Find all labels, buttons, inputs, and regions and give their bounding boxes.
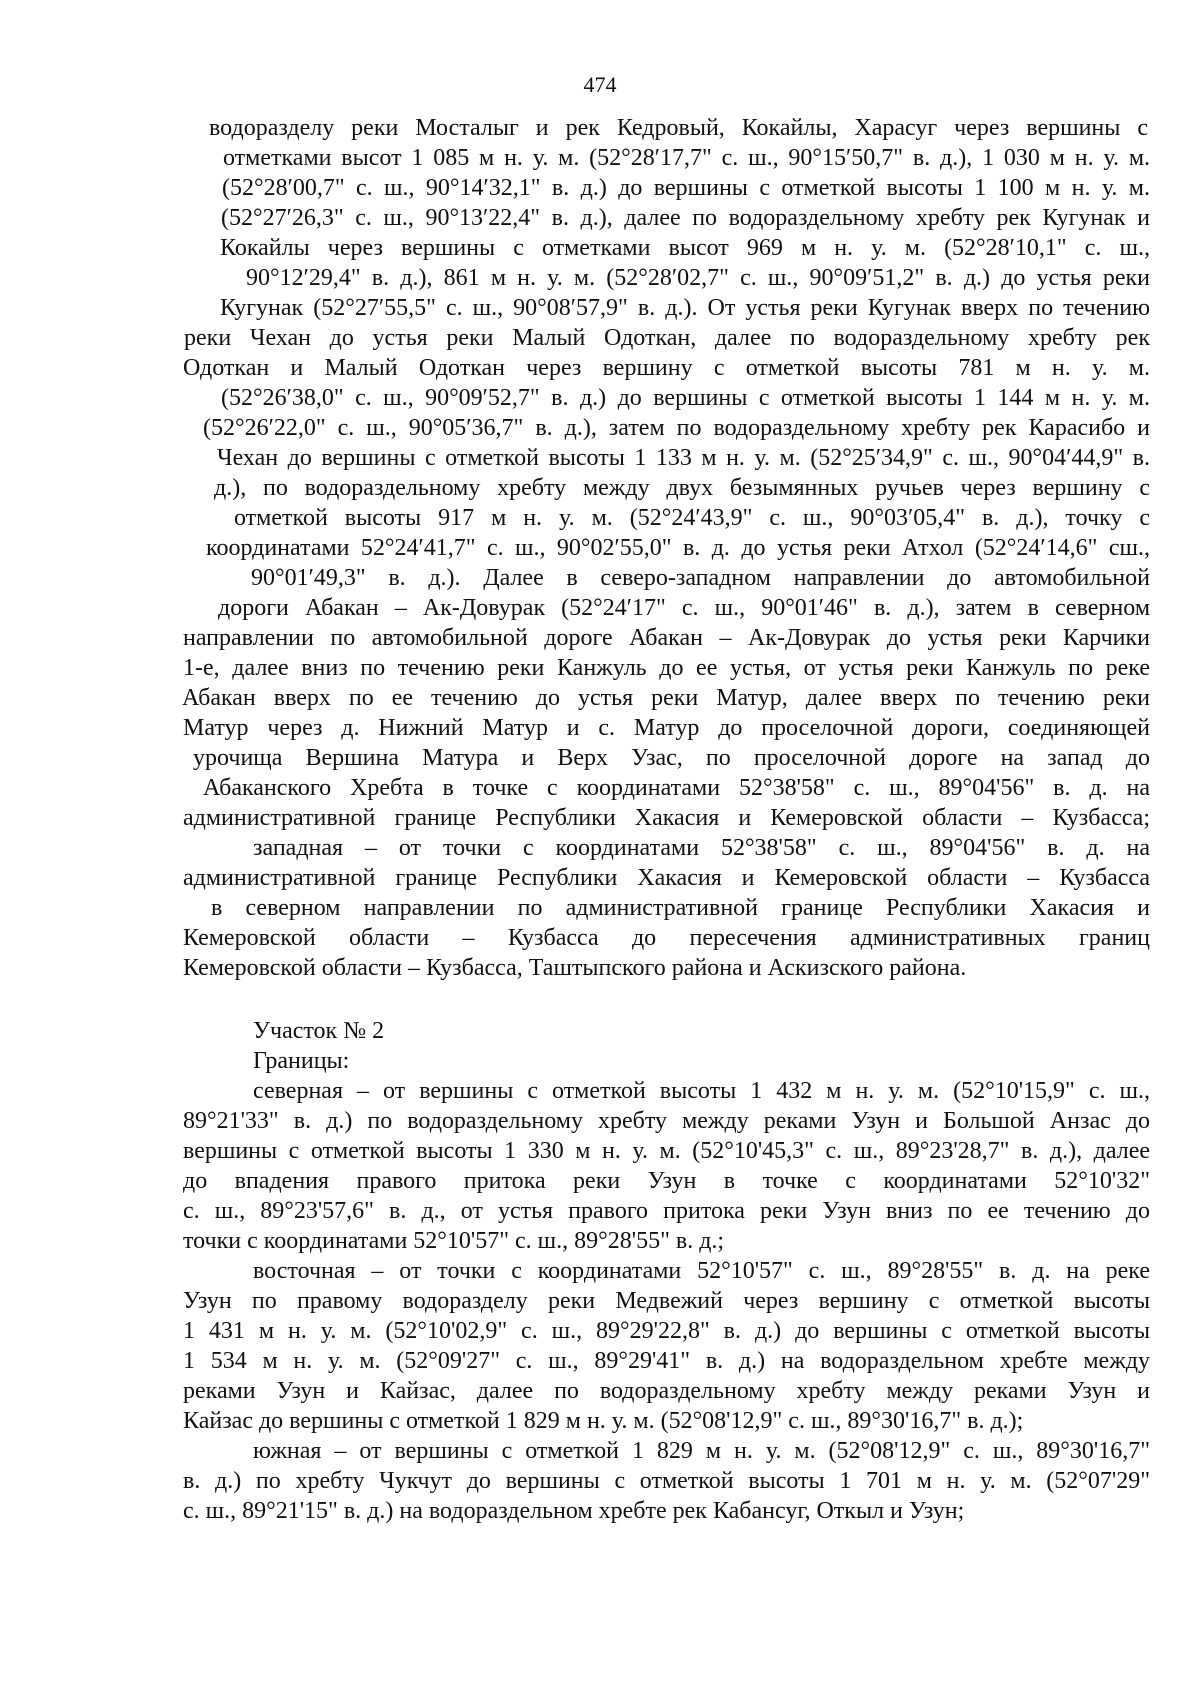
text-line: 90°01′49,3" в. д.). Далее в северо-западном направлении до автомобильной [251,565,1150,591]
text-line: реками Узун и Кайзас, далее по водораздельному хребту между реками Узун и [183,1378,1150,1404]
text-line: 90°12′29,4" в. д.), 861 м н. у. м. (52°28′02,7" с. ш., 90°09′51,2" в. д.) до устья реки [246,265,1150,291]
text-line: 1-е, далее вниз по течению реки Канжуль до ее устья, от устья реки Канжуль по реке [183,655,1150,681]
text-line: (52°27′26,3" с. ш., 90°13′22,4" в. д.), далее по водораздельному хребту рек Кугунак и [221,205,1150,231]
text-line: Абаканского Хребта в точке с координатами 52°38'58" с. ш., 89°04'56" в. д. на [203,775,1150,801]
text-line: в северном направлении по административной границе Республики Хакасия и [211,895,1150,921]
text-line: административной границе Республики Хакасия и Кемеровской области – Кузбасса [183,865,1150,891]
text-line: отметками высот 1 085 м н. у. м. (52°28′17,7" с. ш., 90°15′50,7" в. д.), 1 030 м н. у. м. [223,145,1150,171]
text-line: точки с координатами 52°10'57" с. ш., 89°28'55" в. д.; [183,1228,725,1254]
text-line: восточная – от точки с координатами 52°10'57" с. ш., 89°28'55" в. д. на реке [253,1258,1150,1284]
text-line: водоразделу реки Мосталыг и рек Кедровый, Кокайлы, Харасуг через вершины с [209,115,1148,141]
text-line: 1 431 м н. у. м. (52°10'02,9" с. ш., 89°29'22,8" в. д.) до вершины с отметкой высоты [183,1318,1150,1344]
text-line: южная – от вершины с отметкой 1 829 м н. у. м. (52°08'12,9" с. ш., 89°30'16,7" [253,1438,1150,1464]
text-line: Узун по правому водоразделу реки Медвежий через вершину с отметкой высоты [183,1288,1150,1314]
page-number: 474 [583,72,617,97]
text-line: Абакан вверх по ее течению до устья реки Матур, далее вверх по течению реки [182,685,1150,711]
text-line: Кемеровской области – Кузбасса до пересечения административных границ [183,925,1150,951]
text-line: реки Чехан до устья реки Малый Одоткан, далее по водораздельному хребту рек [184,325,1150,351]
text-line: до впадения правого притока реки Узун в точке с координатами 52°10'32" [183,1168,1150,1194]
text-line: (52°26′22,0" с. ш., 90°05′36,7" в. д.), затем по водораздельному хребту рек Карасибо и [203,415,1150,441]
text-line: направлении по автомобильной дороге Абакан – Ак-Довурак до устья реки Карчики [183,625,1150,651]
text-line: с. ш., 89°23'57,6" в. д., от устья правого притока реки Узун вниз по ее течению до [183,1198,1150,1224]
text-line: 89°21'33" в. д.) по водораздельному хребту между реками Узун и Большой Анзас до [183,1108,1150,1134]
text-line: д.), по водораздельному хребту между двух безымянных ручьев через вершину с [214,475,1150,501]
text-line: Матур через д. Нижний Матур и с. Матур до проселочной дороги, соединяющей [183,715,1150,741]
text-line: в. д.) по хребту Чукчут до вершины с отметкой высоты 1 701 м н. у. м. (52°07'29" [183,1468,1150,1494]
text-line: Одоткан и Малый Одоткан через вершину с отметкой высоты 781 м н. у. м. [183,355,1150,381]
text-line: Чехан до вершины с отметкой высоты 1 133 м н. у. м. (52°25′34,9" с. ш., 90°04′44,9" в. [217,445,1150,471]
text-line: северная – от вершины с отметкой высоты 1 432 м н. у. м. (52°10'15,9" с. ш., [253,1078,1150,1104]
text-line: Кемеровской области – Кузбасса, Таштыпского района и Аскизского района. [183,955,967,981]
text-line: с. ш., 89°21'15" в. д.) на водораздельном хребте рек Кабансуг, Откыл и Узун; [183,1498,965,1524]
text-line: Кугунак (52°27′55,5" с. ш., 90°08′57,9" в. д.). От устья реки Кугунак вверх по течению [220,295,1150,321]
text-line: урочища Вершина Матура и Верх Узас, по проселочной дороге на запад до [193,745,1150,771]
text-line: западная – от точки с координатами 52°38'58" с. ш., 89°04'56" в. д. на [253,835,1150,861]
text-line: Кайзас до вершины с отметкой 1 829 м н. у. м. (52°08'12,9" с. ш., 89°30'16,7" в. д.); [183,1408,1024,1434]
text-line: вершины с отметкой высоты 1 330 м н. у. м. (52°10'45,3" с. ш., 89°23'28,7" в. д.), далее [183,1138,1150,1164]
text-line: дороги Абакан – Ак-Довурак (52°24′17" с. ш., 90°01′46" в. д.), затем в северном [218,595,1150,621]
text-line: административной границе Республики Хакасия и Кемеровской области – Кузбасса; [183,805,1150,831]
text-line: (52°28′00,7" с. ш., 90°14′32,1" в. д.) до вершины с отметкой высоты 1 100 м н. у. м. [222,175,1150,201]
text-line: (52°26′38,0" с. ш., 90°09′52,7" в. д.) до вершины с отметкой высоты 1 144 м н. у. м. [221,385,1150,411]
section-heading: Участок № 2 [253,1018,385,1044]
text-line: Кокайлы через вершины с отметками высот 969 м н. у. м. (52°28′10,1" с. ш., [220,235,1150,261]
text-line: отметкой высоты 917 м н. у. м. (52°24′43,9" с. ш., 90°03′05,4" в. д.), точку с [234,505,1150,531]
text-line: координатами 52°24′41,7" с. ш., 90°02′55,0" в. д. до устья реки Атхол (52°24′14,6" сш., [206,535,1150,561]
text-line: 1 534 м н. у. м. (52°09'27" с. ш., 89°29'41" в. д.) на водораздельном хребте между [183,1348,1150,1374]
borders-label: Границы: [253,1048,350,1074]
